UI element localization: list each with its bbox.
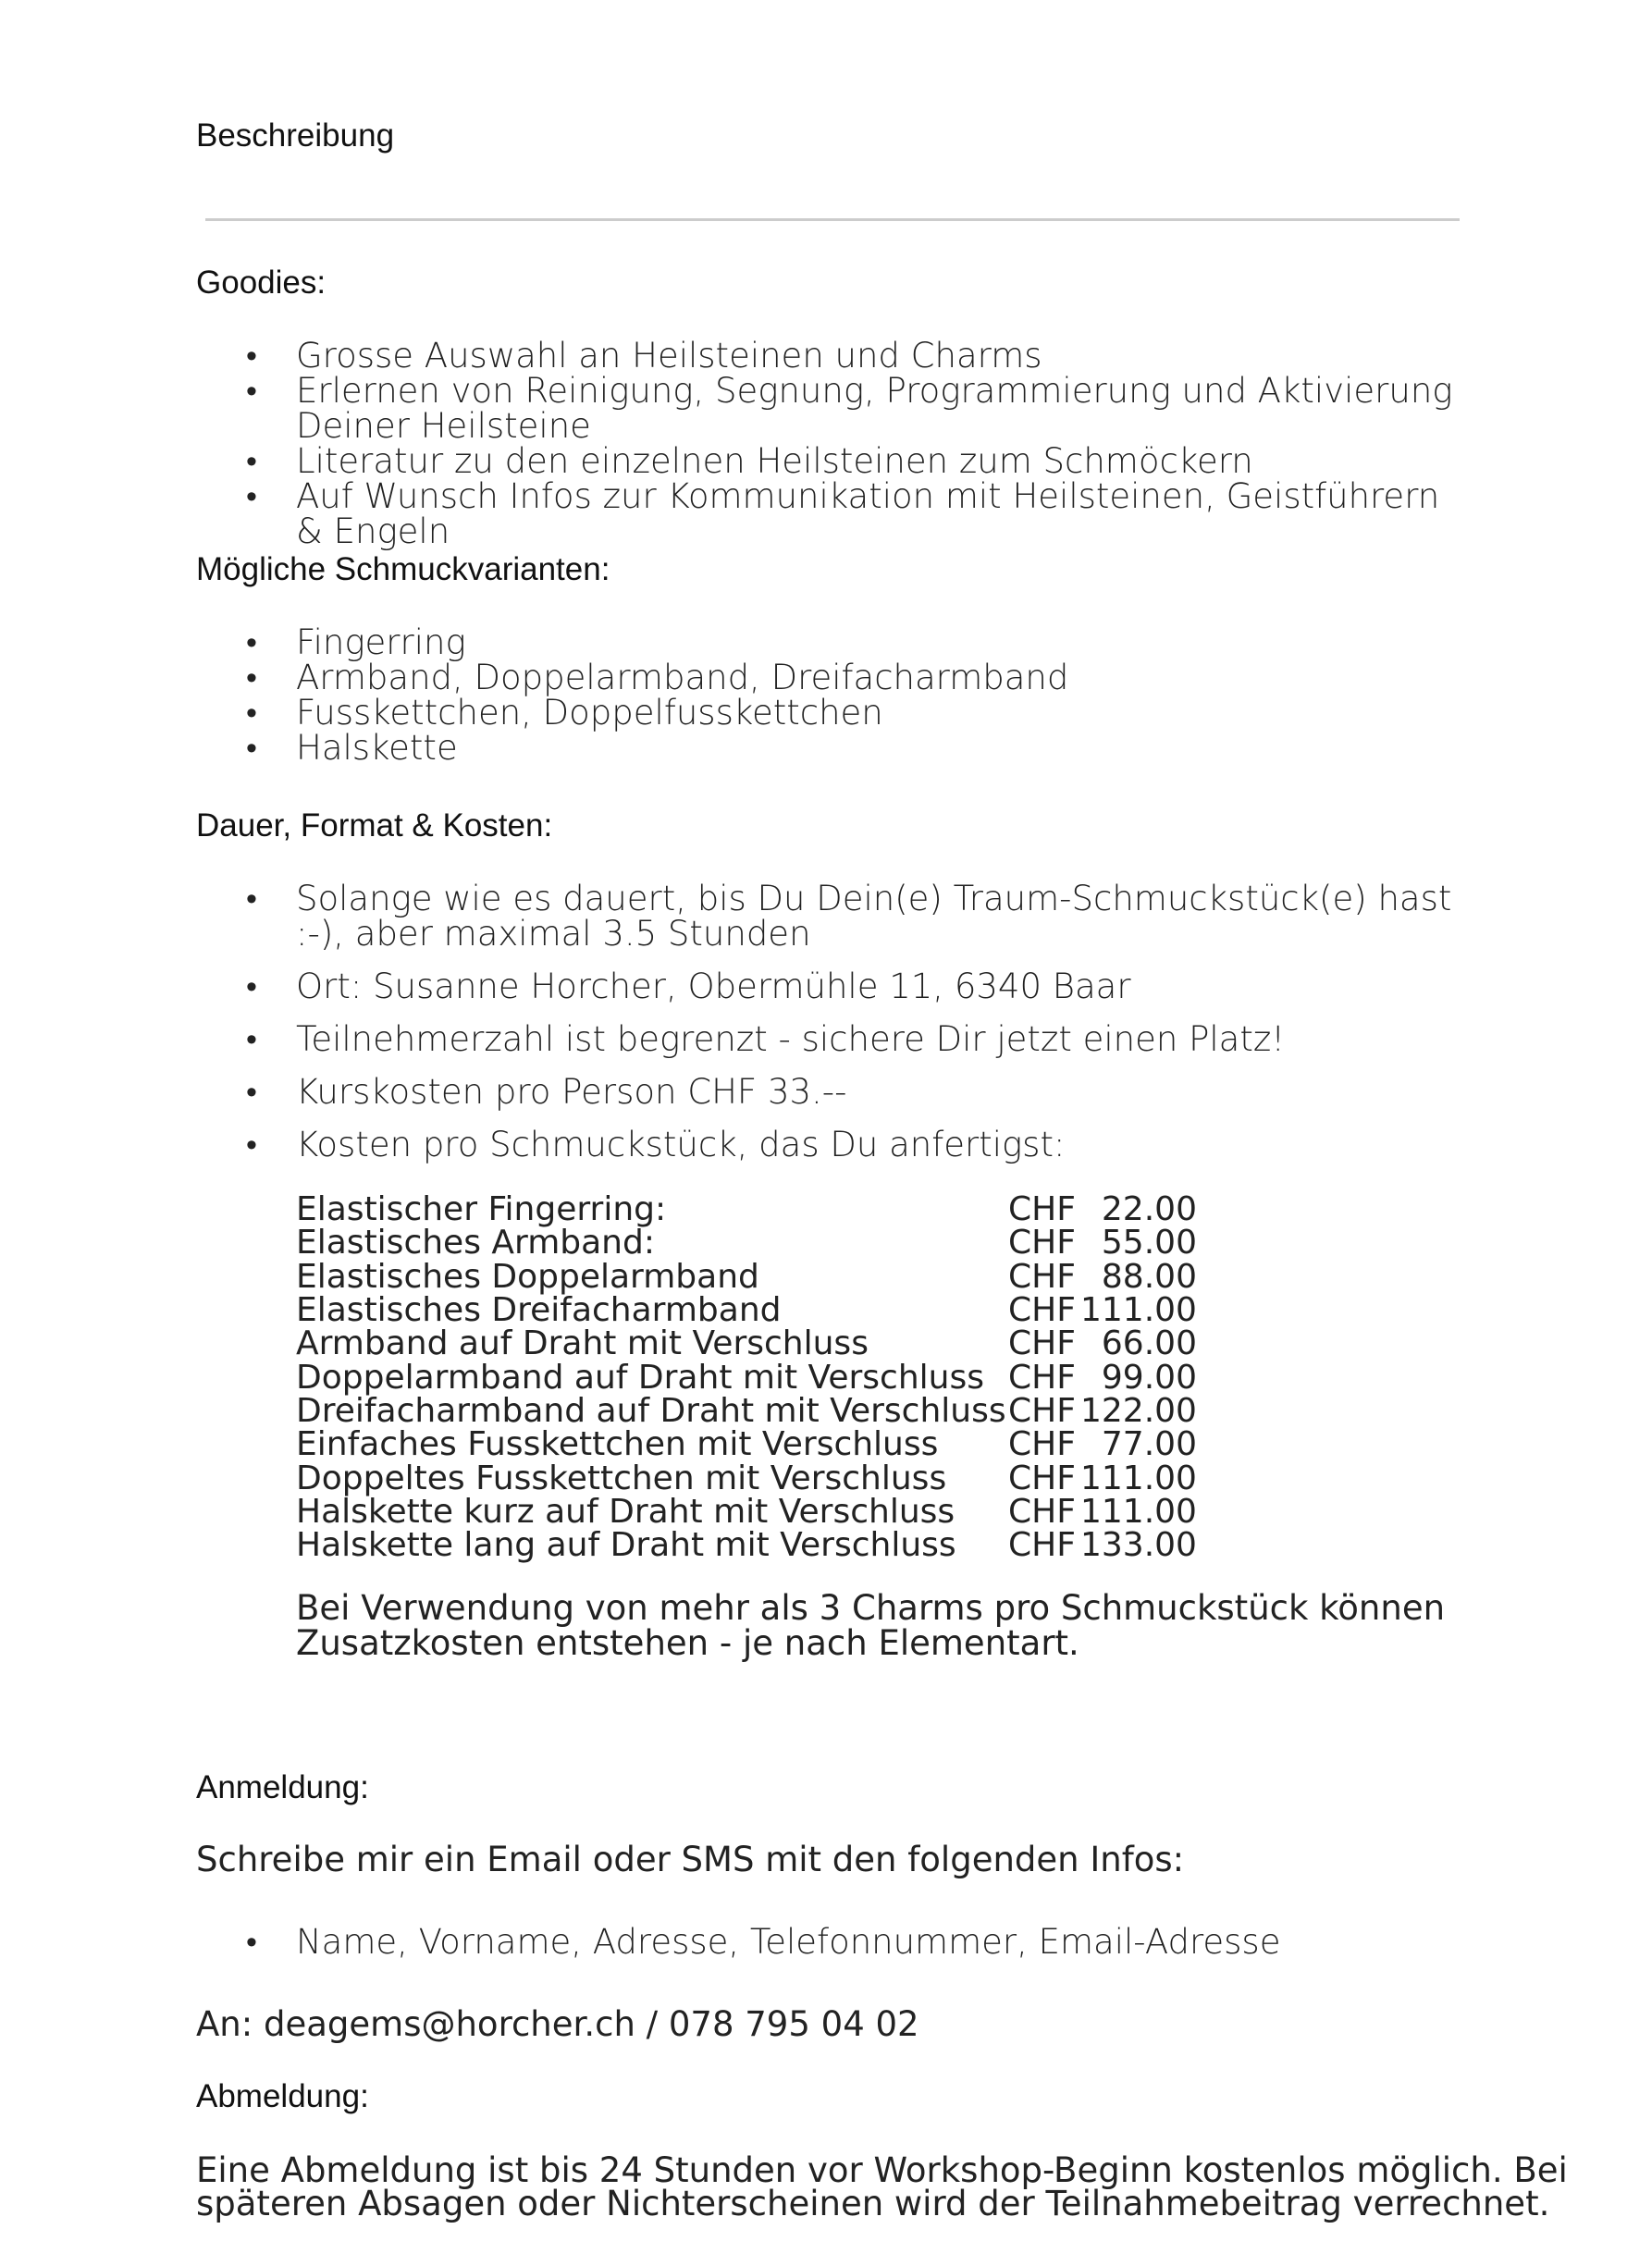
price-amount: 99.00 [1101,1358,1197,1397]
anmeldung-contact: An: deagems@horcher.ch / 078 795 04 02 [196,2004,919,2044]
price-row [296,1529,1197,1562]
heading-beschreibung: Beschreibung [196,117,395,154]
price-amount: 22.00 [1101,1190,1197,1229]
list-item: • Ort: Susanne Horcher, Obermühle 11, 6340 Baar [0,969,1652,1004]
list-item: • Auf Wunsch Infos zur Kommunikation mit Heilsteinen, Geistführern & Engeln [0,479,1652,549]
list-item: • Fingerring [0,625,1652,660]
anmeldung-intro: Schreibe mir ein Email oder SMS mit den folgenden Infos: [196,1840,1185,1879]
price-item-name: Armband auf Draht mit Verschluss [296,1324,869,1363]
heading-anmeldung: Anmeldung: [196,1769,369,1805]
list-item: • Solange wie es dauert, bis Du Dein(e) Traum-Schmuckstück(e) hast :-), aber maximal 3.5 Stunden [0,881,1652,952]
price-item-name: Elastisches Doppelarmband [296,1257,759,1296]
list-item: • Grosse Auswahl an Heilsteinen und Charms [0,339,1652,374]
price-currency: CHF [1008,1391,1076,1430]
price-row [296,1428,1197,1461]
price-row [296,1193,1197,1226]
list-item: • Name, Vorname, Adresse, Telefonnummer, Email-Adresse [0,1925,1652,1960]
charms-note-line1: Bei Verwendung von mehr als 3 Charms pro Schmuckstück können [296,1588,1446,1628]
price-amount: 55.00 [1101,1224,1197,1262]
price-amount: 122.00 [1080,1391,1197,1430]
price-currency: CHF [1008,1459,1076,1497]
price-row [296,1226,1197,1260]
abmeldung-line1: Eine Abmeldung ist bis 24 Stunden vor Workshop-Beginn kostenlos möglich. Bei [196,2150,1568,2190]
price-row [296,1294,1197,1327]
heading-abmeldung: Abmeldung: [196,2078,369,2114]
price-table [296,1190,1197,1565]
heading-dauer: Dauer, Format & Kosten: [196,807,553,844]
heading-goodies: Goodies: [196,265,327,301]
price-currency: CHF [1008,1526,1076,1565]
price-currency: CHF [1008,1324,1076,1363]
list-item: • Kurskosten pro Person CHF 33.-- [0,1075,1652,1110]
dauer-list [0,881,1652,1163]
varianten-list [0,622,1652,768]
list-item: • Armband, Doppelarmband, Dreifacharmband [0,660,1652,696]
list-item: • Halskette [0,731,1652,766]
goodies-list [0,336,1652,551]
price-row [296,1496,1197,1529]
abmeldung-line2: späteren Absagen oder Nichterscheinen wird der Teilnahmebeitrag verrechnet. [196,2184,1550,2223]
list-item: • Fusskettchen, Doppelfusskettchen [0,696,1652,731]
price-item-name: Einfaches Fusskettchen mit Verschluss [296,1425,939,1464]
price-amount: 88.00 [1101,1257,1197,1296]
price-row [296,1361,1197,1394]
anmeldung-list [0,1922,1652,1962]
price-row [296,1327,1197,1361]
charms-note-line2: Zusatzkosten entstehen - je nach Elementart. [296,1623,1079,1663]
price-amount: 133.00 [1080,1526,1197,1565]
price-currency: CHF [1008,1257,1076,1296]
price-item-name: Halskette kurz auf Draht mit Verschluss [296,1492,955,1531]
price-row [296,1395,1197,1428]
price-currency: CHF [1008,1492,1076,1531]
price-item-name: Elastisches Dreifacharmband [296,1291,782,1330]
price-currency: CHF [1008,1291,1076,1330]
price-amount: 111.00 [1080,1459,1197,1497]
price-item-name: Doppeltes Fusskettchen mit Verschluss [296,1459,947,1497]
price-item-name: Elastischer Fingerring: [296,1190,667,1229]
heading-schmuckvarianten: Mögliche Schmuckvarianten: [196,551,610,587]
price-currency: CHF [1008,1224,1076,1262]
list-item: • Literatur zu den einzelnen Heilsteinen zum Schmöckern [0,444,1652,479]
price-amount: 66.00 [1101,1324,1197,1363]
price-currency: CHF [1008,1358,1076,1397]
price-item-name: Doppelarmband auf Draht mit Verschluss [296,1358,984,1397]
price-currency: CHF [1008,1425,1076,1464]
price-currency: CHF [1008,1190,1076,1229]
price-row [296,1261,1197,1294]
price-row [296,1461,1197,1495]
divider [205,218,1460,221]
price-item-name: Dreifacharmband auf Draht mit Verschluss [296,1391,1006,1430]
price-item-name: Halskette lang auf Draht mit Verschluss [296,1526,956,1565]
price-amount: 111.00 [1080,1291,1197,1330]
price-amount: 77.00 [1101,1425,1197,1464]
list-item: • Kosten pro Schmuckstück, das Du anfertigst: [0,1127,1652,1163]
list-item: • Teilnehmerzahl ist begrenzt - sichere Dir jetzt einen Platz! [0,1022,1652,1057]
price-amount: 111.00 [1080,1492,1197,1531]
list-item: • Erlernen von Reinigung, Segnung, Programmierung und Aktivierung Deiner Heilsteine [0,374,1652,444]
price-item-name: Elastisches Armband: [296,1224,655,1262]
